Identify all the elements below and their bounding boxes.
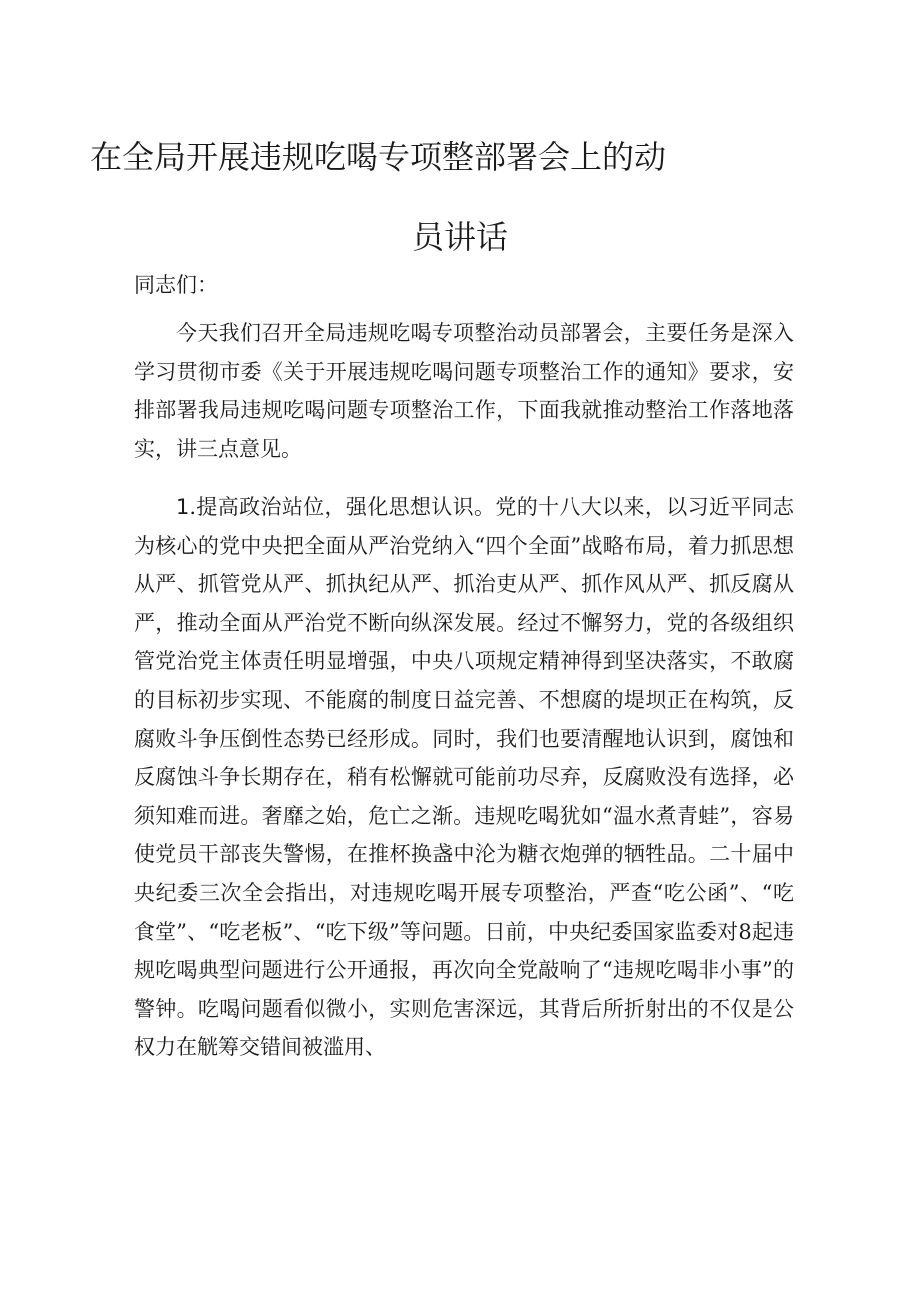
salutation (134, 266, 794, 305)
salutation-text: 同志们： (134, 273, 218, 297)
paragraph-point-1-text (134, 488, 794, 1067)
document-title-line-2: 员讲话 (411, 218, 508, 256)
paragraph-intro-text: 今天我们召开全局违规吃喝专项整治动员部署会，主要任务是深入学习贯彻市委《关于开展违规吃喝问题专项整治工作的通知》要求，安排部署我局违规吃喝问题专项整治工作，下面我就推动整治工作落地落实，讲三点意见。 (134, 321, 794, 461)
point-number: 1 (176, 495, 190, 519)
point-1-body: .提高政治站位，强化思想认识。党的十八大以来，以习近平同志为核心的党中央把全面从严治党纳入“四个全面”战略布局，着力抓思想从严、抓管党从严、抓执纪从严、抓治吏从严、抓作风从严、抓反腐从严，推动全面从严治党不断向纵深发展。经过不懈努力，党的各级组织管党治党主体责任明显增强，中央八项规定精神得到坚决落实，不敢腐的目标初步实现、不能腐的制度日益完善、不想腐的堤坝正在构筑，反腐败斗争压倒性态势已经形成。同时，我们也要清醒地认识到，腐蚀和反腐蚀斗争长期存在，稍有松懈就可能前功尽弃，反腐败没有选择，必须知难而进。奢靡之始，危亡之渐。违规吃喝犹如“温水煮青蛙”，容易使党员干部丧失警惕，在推杯换盏中沦为糖衣炮弹的牺牲品。二十届中央纪委三次全会指出，对违规吃喝开展专项整治，严查“吃公函”、“吃食堂”、“吃老板”、“吃下级”等问题。日前，中央纪委国家监委对8起违规吃喝典型问题进行公开通报，再次向全党敲响了“违规吃喝非小事”的警钟。吃喝问题看似微小，实则危害深远，其背后所折射出的不仅是公权力在觥筹交错间被滥用、 (134, 495, 794, 1060)
document-title-line-1: 在全局开展违规吃喝专项整部署会上的动 (90, 138, 667, 176)
paragraph-point-1 (134, 488, 794, 1067)
paragraph-intro (134, 314, 794, 468)
